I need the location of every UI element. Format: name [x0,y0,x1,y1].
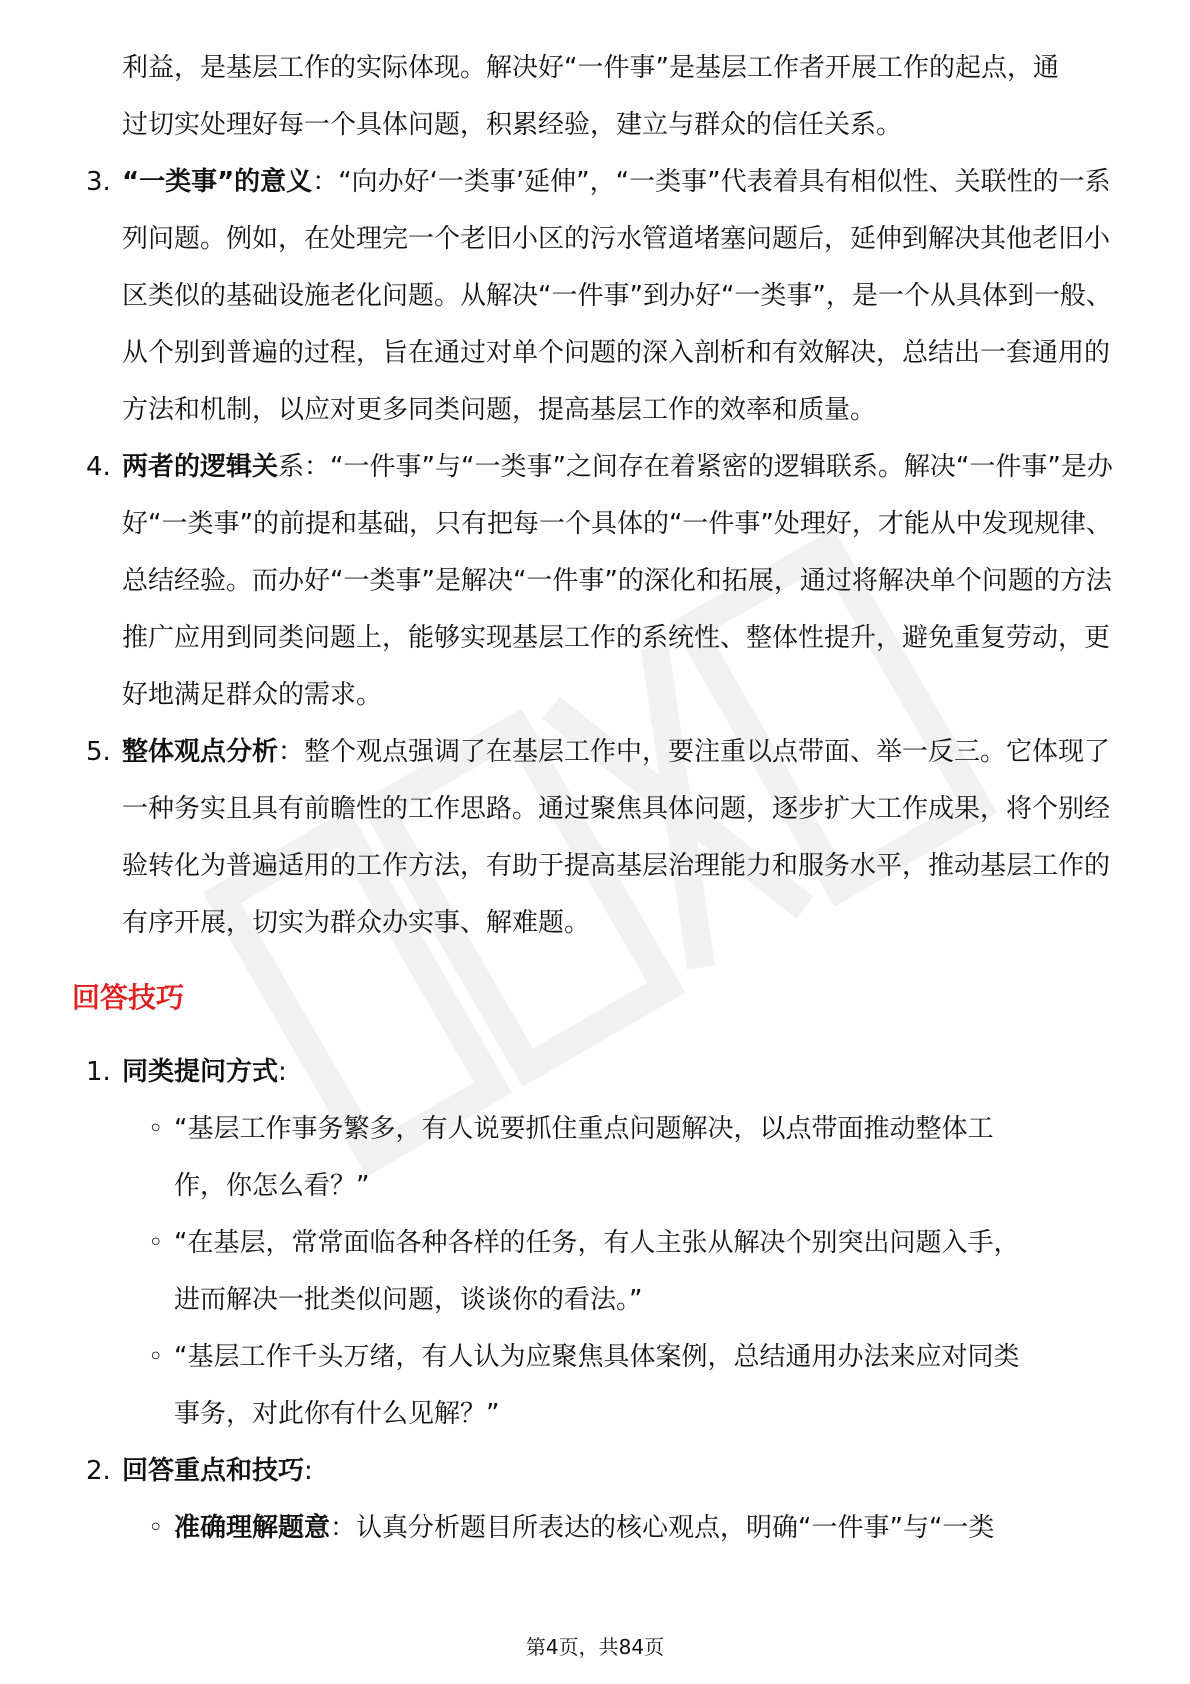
point-number: 5. [86,737,111,767]
tip-item-2 [76,1443,1126,1500]
point-number: 4. [86,452,111,482]
point-number: 3. [86,167,111,197]
point-title: “一类事”的意义 [122,167,313,197]
bullet-line: 进而解决一批类似问题，谈谈你的看法。” [174,1285,643,1315]
point-title: 整体观点分析 [122,737,279,767]
tip-title: 回答重点和技巧 [122,1456,305,1486]
point-item-4 [76,439,1126,724]
tip-bullet [76,1500,1126,1557]
page-footer: 第4页，共84页 [525,1635,665,1659]
point-title: 两者的逻辑关 [122,452,279,482]
bullet-text: ：认真分析题目所表达的核心观点，明确“一件事”与“一类 [330,1513,995,1543]
bullet-circle-icon: ◦ [148,1114,164,1144]
point-text: ：“向办好‘一类事’延伸”，“一类事”代表着具有相似性、关联性的一系列问题。例如，在处理完一个老旧小区的污水管道堵塞问题后，延伸到解决其他老旧小区类似的基础设施老化问题。从解决“一件事”到办好“一类事”，是一个从具体到一般、从个别到普遍的过程，旨在通过对单个问题的深入剖析和有效解决，总结出一套通用的方法和机制，以应对更多同类问题，提高基层工作的效率和质量。 [122,167,1112,425]
tip-number: 1. [86,1057,111,1087]
tip-colon: : [304,1456,313,1486]
tip-title: 同类提问方式 [122,1057,279,1087]
point-item-3 [76,154,1126,439]
point-text: ：“一件事”与“一类事”之间存在着紧密的逻辑联系。解决“一件事”是办好“一类事”的前提和基础，只有把每一个具体的“一件事”处理好，才能从中发现规律、总结经验。而办好“一类事”是解决“一件事”的深化和拓展，通过将解决单个问题的方法推广应用到同类问题上，能够实现基层工作的系统性、整体性提升，避免重复劳动，更好地满足群众的需求。 [122,452,1113,710]
bullet-line: 作，你怎么看？” [174,1171,370,1201]
tip-item-1 [76,1044,1126,1101]
tip-number: 2. [86,1456,111,1486]
point-item-5 [76,724,1126,952]
bullet-circle-icon: ◦ [148,1228,164,1258]
bullet-line: “基层工作千头万绪，有人认为应聚焦具体案例，总结通用办法来应对同类 [174,1342,1020,1372]
bullet-circle-icon: ◦ [148,1513,164,1543]
tip-bullet [76,1215,1126,1329]
content-body [72,40,1126,1557]
bullet-line: “在基层，常常面临各种各样的任务，有人主张从解决个别突出问题入手， [174,1228,1020,1258]
bullet-circle-icon: ◦ [148,1342,164,1372]
point-title-rest: 系 [278,452,305,482]
bullet-line: “基层工作事务繁多，有人说要抓住重点问题解决，以点带面推动整体工 [174,1114,994,1144]
intro-paragraph: 利益，是基层工作的实际体现。解决好“一件事”是基层工作者开展工作的起点，通过切实处理好每一个具体问题，积累经验，建立与群众的信任关系。 [122,53,1059,140]
bullet-title: 准确理解题意 [174,1513,331,1543]
tip-bullet [76,1101,1126,1215]
tip-bullet [76,1329,1126,1443]
tip-colon: : [278,1057,287,1087]
bullet-line: 事务，对此你有什么见解？” [174,1399,500,1429]
point-text: ：整个观点强调了在基层工作中，要注重以点带面、举一反三。它体现了一种务实且具有前瞻性的工作思路。通过聚焦具体问题，逐步扩大工作成果，将个别经验转化为普遍适用的工作方法，有助于提高基层治理能力和服务水平，推动基层工作的有序开展，切实为群众办实事、解难题。 [122,737,1111,938]
section-heading: 回答技巧 [72,981,185,1014]
